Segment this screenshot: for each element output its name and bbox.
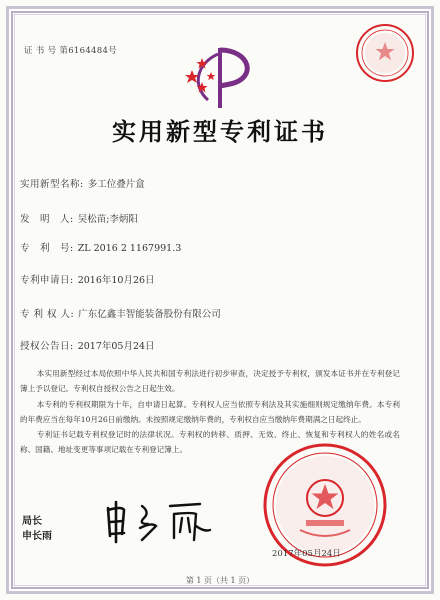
field-label: 授权公告日: <box>20 341 74 352</box>
signatory-title: 局长 <box>22 516 42 527</box>
body-paragraph: 本实用新型经过本局依照中华人民共和国专利法进行初步审查，决定授予专利权，颁发本证书并在专利登记簿上予以登记。专利权自授权公告之日起生效。 <box>20 369 400 394</box>
field-grant-date <box>20 338 155 352</box>
field-value: 多工位叠片盒 <box>87 179 145 190</box>
field-application-date <box>20 272 155 286</box>
body-paragraph: 本专利的专利权期限为十年，自申请日起算。专利权人应当依照专利法及其实施细则规定缴纳年费。本专利的年费应当在每年10月26日前缴纳。未按照规定缴纳年费的，专利权自应当缴纳年费期满之日起终止。 <box>20 399 400 424</box>
certificate-title: 实用新型专利证书 <box>112 117 328 146</box>
official-seal-top-icon <box>354 22 416 84</box>
field-value: ZL 2016 2 1167991.3 <box>77 243 182 254</box>
field-value: 广东亿鑫丰智能装备股份有限公司 <box>78 309 221 320</box>
signatory-name: 申长雨 <box>22 531 52 542</box>
patent-office-logo-icon <box>178 42 264 114</box>
body-paragraph: 专利证书记载专利权登记时的法律状况。专利权的转移、质押、无效、终止、恢复和专利权人的姓名或名称、国籍、地址变更等事项记载在专利登记簿上。 <box>20 430 400 455</box>
field-label: 专 利 权 人: <box>20 309 75 320</box>
certificate-number: 证 书 号 第6164484号 <box>24 46 117 56</box>
field-label: 专利申请日: <box>20 275 74 286</box>
field-label: 实用新型名称: <box>20 179 84 190</box>
field-utility-model-name <box>20 176 145 190</box>
field-label: 专 利 号: <box>20 243 74 254</box>
field-patentee <box>20 306 221 320</box>
issue-date: 2017年05月24日 <box>272 549 341 559</box>
handwritten-signature-icon <box>100 496 220 546</box>
field-value: 吴松苗;李炳阳 <box>77 214 138 225</box>
field-value: 2016年10月26日 <box>77 275 155 286</box>
field-value: 2017年05月24日 <box>77 341 155 352</box>
field-patent-number <box>20 240 181 254</box>
field-label: 发 明 人: <box>20 214 74 225</box>
field-inventor <box>20 211 138 225</box>
page-number: 第 1 页（共 1 页） <box>185 576 255 585</box>
